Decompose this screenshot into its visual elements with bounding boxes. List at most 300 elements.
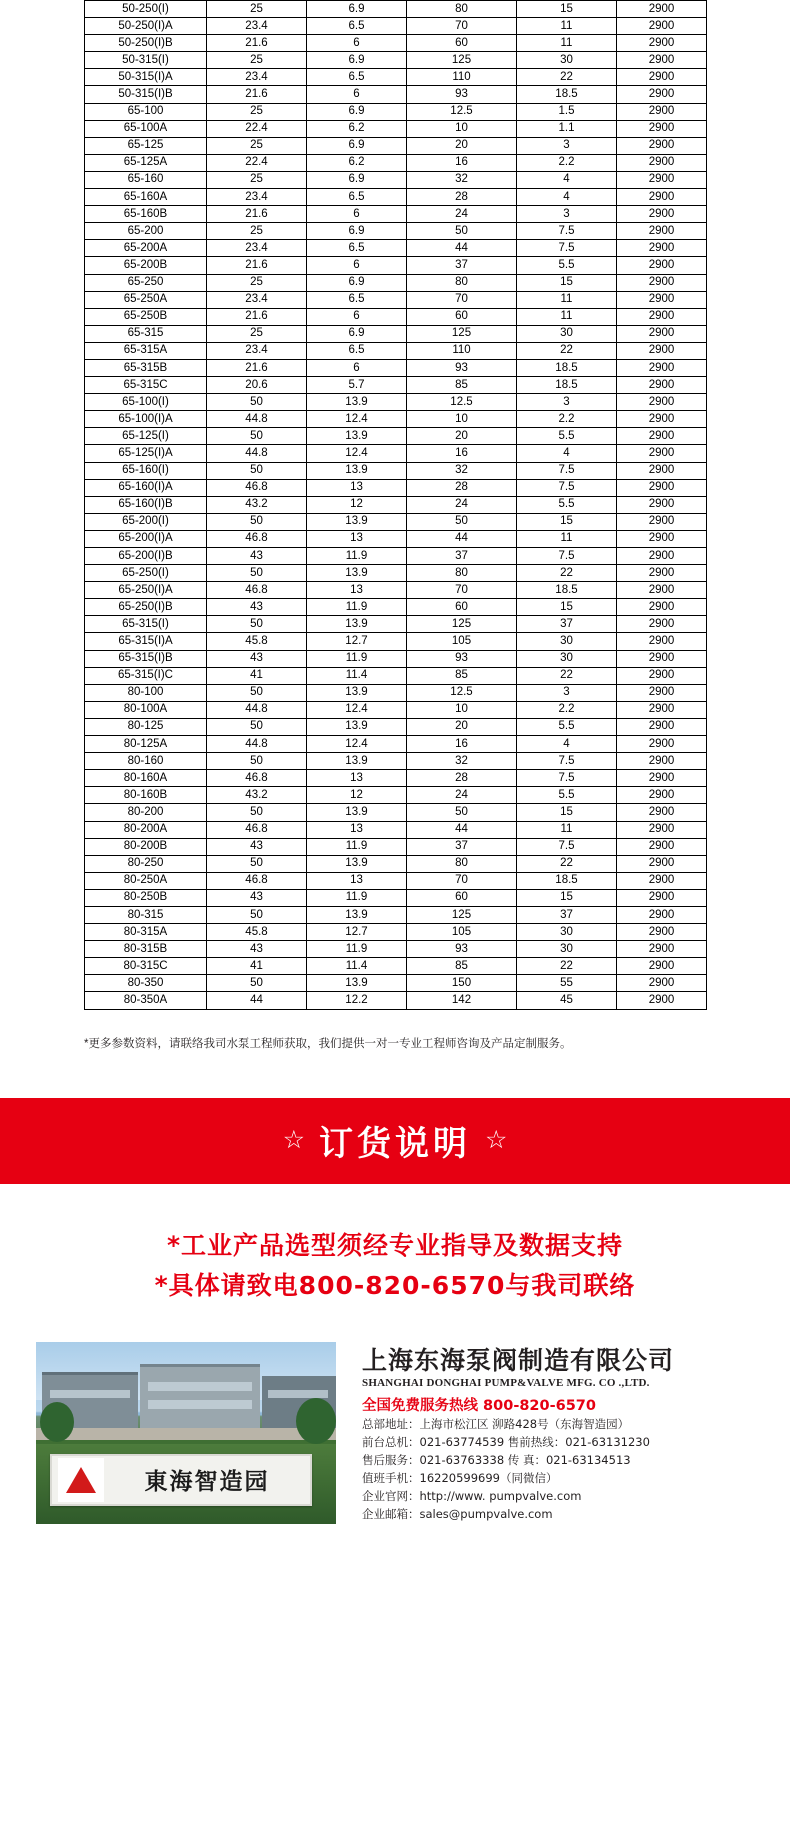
cell-model: 65-315B xyxy=(85,359,207,376)
table-row xyxy=(85,906,707,923)
cell-value: 21.6 xyxy=(207,86,307,103)
cell-value: 13.9 xyxy=(307,394,407,411)
cell-model: 65-100 xyxy=(85,103,207,120)
cell-value: 46.8 xyxy=(207,872,307,889)
table-row xyxy=(85,496,707,513)
cell-value: 50 xyxy=(207,718,307,735)
table-row xyxy=(85,941,707,958)
cell-model: 65-315A xyxy=(85,342,207,359)
cell-model: 80-125A xyxy=(85,736,207,753)
cell-value: 12.4 xyxy=(307,445,407,462)
cell-value: 44.8 xyxy=(207,701,307,718)
table-row xyxy=(85,582,707,599)
cell-model: 80-250A xyxy=(85,872,207,889)
cell-value: 12.4 xyxy=(307,411,407,428)
cell-value: 60 xyxy=(407,889,517,906)
spec-table-body xyxy=(85,1,707,1010)
table-row xyxy=(85,206,707,223)
cell-value: 23.4 xyxy=(207,291,307,308)
cell-value: 22 xyxy=(517,855,617,872)
cell-value: 16 xyxy=(407,445,517,462)
cell-value: 2900 xyxy=(617,770,707,787)
cell-value: 43 xyxy=(207,548,307,565)
cell-value: 25 xyxy=(207,1,307,18)
cell-value: 30 xyxy=(517,52,617,69)
cell-value: 20 xyxy=(407,718,517,735)
cell-value: 50 xyxy=(207,462,307,479)
cell-value: 105 xyxy=(407,633,517,650)
table-row xyxy=(85,308,707,325)
cell-model: 80-315B xyxy=(85,941,207,958)
cell-value: 2900 xyxy=(617,120,707,137)
sign-text: 東海智造园 xyxy=(144,1469,270,1496)
cell-value: 44.8 xyxy=(207,411,307,428)
cell-value: 37 xyxy=(407,838,517,855)
cell-value: 13 xyxy=(307,582,407,599)
cell-value: 2900 xyxy=(617,18,707,35)
cell-value: 13.9 xyxy=(307,616,407,633)
cell-value: 7.5 xyxy=(517,770,617,787)
cell-value: 125 xyxy=(407,52,517,69)
order-instructions-banner xyxy=(0,1098,790,1184)
cell-value: 50 xyxy=(207,616,307,633)
cell-value: 6.9 xyxy=(307,223,407,240)
cell-value: 25 xyxy=(207,52,307,69)
cell-model: 65-250(I) xyxy=(85,565,207,582)
cell-value: 21.6 xyxy=(207,359,307,376)
table-row xyxy=(85,701,707,718)
table-row xyxy=(85,377,707,394)
cell-value: 2900 xyxy=(617,240,707,257)
cell-value: 80 xyxy=(407,565,517,582)
cell-value: 15 xyxy=(517,274,617,291)
cell-value: 45.8 xyxy=(207,924,307,941)
cell-value: 50 xyxy=(207,428,307,445)
cell-model: 65-315 xyxy=(85,325,207,342)
cell-model: 65-250B xyxy=(85,308,207,325)
cell-value: 43 xyxy=(207,889,307,906)
cell-value: 22 xyxy=(517,958,617,975)
cell-value: 2.2 xyxy=(517,701,617,718)
cell-value: 43 xyxy=(207,599,307,616)
cell-value: 37 xyxy=(407,548,517,565)
cell-value: 2900 xyxy=(617,359,707,376)
cell-value: 50 xyxy=(207,565,307,582)
cell-value: 5.5 xyxy=(517,428,617,445)
cell-value: 3 xyxy=(517,684,617,701)
cell-value: 6 xyxy=(307,257,407,274)
cell-value: 6 xyxy=(307,359,407,376)
order-notes xyxy=(0,1184,790,1342)
cell-value: 20.6 xyxy=(207,377,307,394)
table-row xyxy=(85,992,707,1009)
cell-value: 125 xyxy=(407,325,517,342)
cell-value: 2900 xyxy=(617,377,707,394)
cell-value: 2900 xyxy=(617,428,707,445)
table-row xyxy=(85,872,707,889)
cell-value: 6.5 xyxy=(307,189,407,206)
cell-value: 15 xyxy=(517,513,617,530)
cell-model: 65-125(I) xyxy=(85,428,207,445)
cell-model: 80-160A xyxy=(85,770,207,787)
table-row xyxy=(85,513,707,530)
cell-value: 13 xyxy=(307,479,407,496)
cell-value: 22 xyxy=(517,565,617,582)
cell-value: 50 xyxy=(207,975,307,992)
cell-value: 15 xyxy=(517,1,617,18)
cell-model: 65-160B xyxy=(85,206,207,223)
cell-value: 28 xyxy=(407,770,517,787)
table-row xyxy=(85,924,707,941)
cell-value: 10 xyxy=(407,411,517,428)
cell-value: 6 xyxy=(307,86,407,103)
cell-value: 22 xyxy=(517,342,617,359)
cell-value: 23.4 xyxy=(207,69,307,86)
star-icon-right: ☆ xyxy=(485,1126,508,1155)
cell-model: 65-250(I)B xyxy=(85,599,207,616)
cell-value: 2900 xyxy=(617,342,707,359)
cell-value: 30 xyxy=(517,650,617,667)
cell-value: 10 xyxy=(407,701,517,718)
cell-value: 7.5 xyxy=(517,479,617,496)
tree-2 xyxy=(296,1398,336,1444)
cell-model: 65-315C xyxy=(85,377,207,394)
cell-value: 11.9 xyxy=(307,599,407,616)
cell-value: 24 xyxy=(407,787,517,804)
cell-value: 2900 xyxy=(617,821,707,838)
cell-value: 15 xyxy=(517,804,617,821)
cell-value: 44.8 xyxy=(207,736,307,753)
cell-value: 18.5 xyxy=(517,582,617,599)
table-row xyxy=(85,821,707,838)
cell-value: 60 xyxy=(407,35,517,52)
table-row xyxy=(85,787,707,804)
cell-value: 6.9 xyxy=(307,137,407,154)
mobile-line: 值班手机：16220599699（同微信） xyxy=(362,1470,558,1485)
cell-value: 22 xyxy=(517,69,617,86)
cell-value: 12.5 xyxy=(407,103,517,120)
window-band-4 xyxy=(268,1390,328,1398)
cell-value: 13.9 xyxy=(307,753,407,770)
table-row xyxy=(85,120,707,137)
window-band-2 xyxy=(148,1382,252,1391)
window-band-1 xyxy=(50,1390,130,1398)
cell-value: 2900 xyxy=(617,599,707,616)
cell-value: 11.9 xyxy=(307,941,407,958)
cell-value: 2900 xyxy=(617,889,707,906)
cell-value: 46.8 xyxy=(207,770,307,787)
cell-value: 2900 xyxy=(617,753,707,770)
cell-value: 2900 xyxy=(617,189,707,206)
cell-value: 10 xyxy=(407,120,517,137)
cell-value: 2900 xyxy=(617,701,707,718)
cell-value: 44 xyxy=(407,240,517,257)
cell-value: 13.9 xyxy=(307,804,407,821)
after-sales-line: 售后服务：021-63763338 传 真：021-63134513 xyxy=(362,1452,631,1467)
cell-value: 3 xyxy=(517,394,617,411)
cell-model: 65-200(I)A xyxy=(85,530,207,547)
cell-value: 37 xyxy=(407,257,517,274)
cell-model: 65-315(I)A xyxy=(85,633,207,650)
cell-value: 46.8 xyxy=(207,821,307,838)
cell-value: 28 xyxy=(407,189,517,206)
cell-value: 6.5 xyxy=(307,342,407,359)
table-row xyxy=(85,189,707,206)
cell-value: 2900 xyxy=(617,137,707,154)
table-row xyxy=(85,889,707,906)
banner-inner xyxy=(283,1116,508,1165)
cell-model: 65-160 xyxy=(85,171,207,188)
cell-value: 70 xyxy=(407,18,517,35)
cell-model: 65-100(I)A xyxy=(85,411,207,428)
cell-value: 2900 xyxy=(617,941,707,958)
cell-value: 2900 xyxy=(617,103,707,120)
order-note-line-1: *工业产品选型须经专业指导及数据支持 xyxy=(166,1230,624,1260)
cell-value: 2900 xyxy=(617,838,707,855)
cell-value: 2900 xyxy=(617,958,707,975)
cell-value: 30 xyxy=(517,941,617,958)
cell-model: 65-125 xyxy=(85,137,207,154)
cell-model: 65-200(I) xyxy=(85,513,207,530)
cell-value: 70 xyxy=(407,291,517,308)
cell-model: 50-250(I) xyxy=(85,1,207,18)
cell-value: 5.5 xyxy=(517,257,617,274)
cell-value: 93 xyxy=(407,650,517,667)
cell-model: 65-250(I)A xyxy=(85,582,207,599)
cell-value: 7.5 xyxy=(517,838,617,855)
cell-value: 80 xyxy=(407,274,517,291)
cell-value: 2900 xyxy=(617,787,707,804)
cell-value: 15 xyxy=(517,889,617,906)
cell-value: 44 xyxy=(207,992,307,1009)
cell-model: 80-350 xyxy=(85,975,207,992)
cell-value: 1.1 xyxy=(517,120,617,137)
cell-value: 2900 xyxy=(617,667,707,684)
cell-value: 15 xyxy=(517,599,617,616)
cell-value: 13 xyxy=(307,770,407,787)
cell-value: 4 xyxy=(517,445,617,462)
cell-value: 22.4 xyxy=(207,154,307,171)
cell-value: 5.5 xyxy=(517,787,617,804)
cell-value: 13 xyxy=(307,872,407,889)
cell-model: 80-160 xyxy=(85,753,207,770)
cell-value: 2900 xyxy=(617,394,707,411)
cell-value: 2900 xyxy=(617,616,707,633)
table-row xyxy=(85,274,707,291)
cell-value: 25 xyxy=(207,103,307,120)
table-row xyxy=(85,445,707,462)
cell-value: 6.2 xyxy=(307,154,407,171)
cell-value: 93 xyxy=(407,359,517,376)
table-row xyxy=(85,86,707,103)
cell-value: 2900 xyxy=(617,257,707,274)
cell-value: 12.5 xyxy=(407,684,517,701)
website-line[interactable]: 企业官网：http://www. pumpvalve.com xyxy=(362,1488,582,1503)
footer xyxy=(0,1342,790,1554)
cell-value: 18.5 xyxy=(517,872,617,889)
cell-value: 50 xyxy=(207,684,307,701)
table-row xyxy=(85,428,707,445)
factory-photo xyxy=(36,1342,336,1524)
table-row xyxy=(85,599,707,616)
cell-value: 2.2 xyxy=(517,411,617,428)
cell-value: 6.9 xyxy=(307,171,407,188)
cell-value: 18.5 xyxy=(517,377,617,394)
cell-value: 110 xyxy=(407,342,517,359)
cell-value: 44.8 xyxy=(207,445,307,462)
cell-value: 43 xyxy=(207,650,307,667)
cell-value: 4 xyxy=(517,171,617,188)
cell-model: 80-250 xyxy=(85,855,207,872)
cell-value: 46.8 xyxy=(207,582,307,599)
table-row xyxy=(85,633,707,650)
cell-value: 2900 xyxy=(617,35,707,52)
cell-value: 18.5 xyxy=(517,359,617,376)
cell-model: 80-250B xyxy=(85,889,207,906)
cell-value: 41 xyxy=(207,958,307,975)
cell-value: 142 xyxy=(407,992,517,1009)
cell-value: 7.5 xyxy=(517,548,617,565)
cell-value: 2900 xyxy=(617,804,707,821)
cell-value: 44 xyxy=(407,821,517,838)
cell-value: 50 xyxy=(207,906,307,923)
cell-value: 125 xyxy=(407,906,517,923)
cell-value: 7.5 xyxy=(517,462,617,479)
cell-value: 6.9 xyxy=(307,103,407,120)
table-row xyxy=(85,171,707,188)
table-row xyxy=(85,616,707,633)
cell-value: 6 xyxy=(307,206,407,223)
cell-model: 50-315(I) xyxy=(85,52,207,69)
cell-model: 80-315 xyxy=(85,906,207,923)
cell-value: 24 xyxy=(407,206,517,223)
cell-model: 65-250 xyxy=(85,274,207,291)
table-row xyxy=(85,753,707,770)
cell-value: 70 xyxy=(407,582,517,599)
cell-value: 43.2 xyxy=(207,496,307,513)
cell-value: 2.2 xyxy=(517,154,617,171)
cell-value: 32 xyxy=(407,753,517,770)
cell-value: 13.9 xyxy=(307,565,407,582)
entrance-sign xyxy=(50,1454,312,1506)
banner-title: 订货说明 xyxy=(319,1124,471,1165)
cell-value: 6.5 xyxy=(307,291,407,308)
cell-value: 85 xyxy=(407,377,517,394)
cell-value: 80 xyxy=(407,855,517,872)
cell-value: 13 xyxy=(307,530,407,547)
spec-table xyxy=(84,0,707,1010)
cell-value: 50 xyxy=(207,753,307,770)
cell-value: 12 xyxy=(307,787,407,804)
cell-value: 13 xyxy=(307,821,407,838)
cell-value: 50 xyxy=(407,804,517,821)
cell-value: 13.9 xyxy=(307,462,407,479)
cell-value: 2900 xyxy=(617,633,707,650)
cell-value: 55 xyxy=(517,975,617,992)
table-row xyxy=(85,684,707,701)
cell-value: 6.9 xyxy=(307,52,407,69)
cell-value: 11.9 xyxy=(307,889,407,906)
cell-value: 2900 xyxy=(617,206,707,223)
cell-value: 43 xyxy=(207,941,307,958)
cell-value: 2900 xyxy=(617,513,707,530)
email-line[interactable]: 企业邮箱：sales@pumpvalve.com xyxy=(362,1506,553,1521)
cell-value: 11 xyxy=(517,18,617,35)
cell-value: 50 xyxy=(207,513,307,530)
pre-sales-line: 前台总机：021-63774539 售前热线：021-63131230 xyxy=(362,1434,650,1449)
cell-value: 2900 xyxy=(617,684,707,701)
cell-value: 105 xyxy=(407,924,517,941)
cell-value: 1.5 xyxy=(517,103,617,120)
cell-value: 2900 xyxy=(617,496,707,513)
cell-value: 11 xyxy=(517,291,617,308)
cell-value: 50 xyxy=(207,394,307,411)
cell-value: 11 xyxy=(517,821,617,838)
cell-value: 21.6 xyxy=(207,257,307,274)
address-line: 总部地址：上海市松江区 泖路428号（东海智造园） xyxy=(362,1416,630,1431)
cell-value: 12.4 xyxy=(307,701,407,718)
table-row xyxy=(85,411,707,428)
table-row xyxy=(85,650,707,667)
cell-model: 80-200 xyxy=(85,804,207,821)
cell-value: 18.5 xyxy=(517,86,617,103)
cell-value: 43.2 xyxy=(207,787,307,804)
cell-value: 60 xyxy=(407,308,517,325)
cell-value: 2900 xyxy=(617,171,707,188)
cell-value: 25 xyxy=(207,137,307,154)
hotline: 全国免费服务热线 800-820-6570 xyxy=(362,1397,596,1414)
cell-value: 23.4 xyxy=(207,18,307,35)
cell-value: 125 xyxy=(407,616,517,633)
table-row xyxy=(85,975,707,992)
cell-model: 80-100A xyxy=(85,701,207,718)
table-row xyxy=(85,770,707,787)
cell-value: 2900 xyxy=(617,924,707,941)
cell-model: 65-100A xyxy=(85,120,207,137)
table-row xyxy=(85,18,707,35)
cell-value: 6.5 xyxy=(307,18,407,35)
cell-value: 85 xyxy=(407,958,517,975)
cell-model: 65-160(I)A xyxy=(85,479,207,496)
cell-value: 7.5 xyxy=(517,240,617,257)
table-row xyxy=(85,137,707,154)
cell-value: 30 xyxy=(517,325,617,342)
cell-model: 50-250(I)A xyxy=(85,18,207,35)
cell-value: 46.8 xyxy=(207,479,307,496)
cell-model: 80-100 xyxy=(85,684,207,701)
cell-value: 2900 xyxy=(617,86,707,103)
table-row xyxy=(85,154,707,171)
cell-value: 12.2 xyxy=(307,992,407,1009)
cell-value: 41 xyxy=(207,667,307,684)
cell-model: 50-250(I)B xyxy=(85,35,207,52)
company-name-cn: 上海东海泵阀制造有限公司 xyxy=(362,1345,675,1375)
table-row xyxy=(85,462,707,479)
table-row xyxy=(85,736,707,753)
table-row xyxy=(85,291,707,308)
table-row xyxy=(85,667,707,684)
cell-value: 93 xyxy=(407,941,517,958)
cell-model: 80-200B xyxy=(85,838,207,855)
cell-value: 50 xyxy=(407,223,517,240)
cell-model: 65-200 xyxy=(85,223,207,240)
cell-value: 11 xyxy=(517,35,617,52)
cell-value: 80 xyxy=(407,1,517,18)
table-row xyxy=(85,958,707,975)
cell-model: 80-200A xyxy=(85,821,207,838)
cell-model: 80-315C xyxy=(85,958,207,975)
cell-model: 65-315(I)B xyxy=(85,650,207,667)
